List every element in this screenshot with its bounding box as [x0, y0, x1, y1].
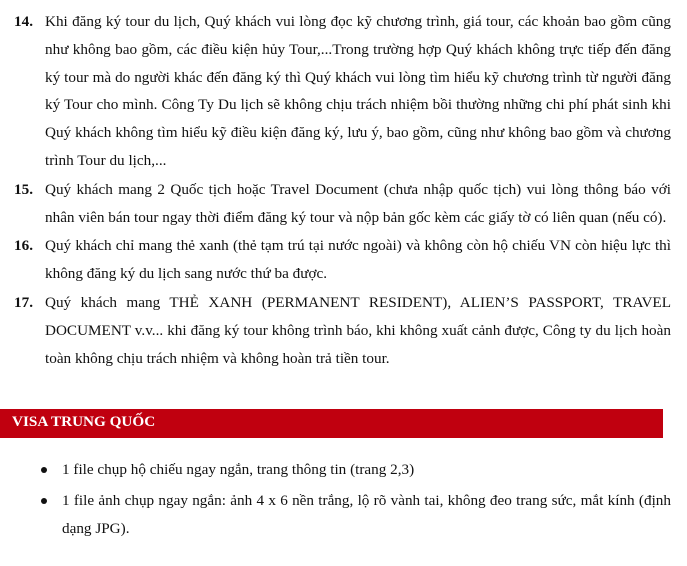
item-number: 14.	[14, 13, 33, 30]
item-number: 15.	[14, 180, 33, 198]
item-text: Quý khách mang THẺ XANH (PERMANENT RESIDENT), ALIEN’S PASSPORT, TRAVEL DOCUMENT v.v... khi đăng ký tour không trình báo, khi không xuất cảnh được, Công ty du lịch hoàn toàn không chịu trách nhiệm và không hoàn trả tiền tour.	[45, 293, 671, 367]
bullet-icon	[41, 467, 47, 473]
list-item	[0, 232, 687, 288]
list-item	[0, 487, 687, 543]
list-item	[0, 456, 687, 484]
list-item	[0, 289, 687, 372]
bullet-icon	[41, 498, 47, 504]
bullet-text: 1 file chụp hộ chiếu ngay ngắn, trang thông tin (trang 2,3)	[62, 461, 415, 478]
item-number: 16.	[14, 237, 33, 255]
terms-list	[0, 8, 687, 373]
bullet-text: 1 file ảnh chụp ngay ngắn: ảnh 4 x 6 nền trắng, lộ rõ vành tai, không đeo trang sức, mắt kính (định dạng JPG).	[62, 492, 671, 537]
list-item	[0, 8, 687, 175]
section-title: VISA TRUNG QUỐC	[12, 413, 156, 430]
section-header-bar	[0, 409, 663, 438]
item-text: Quý khách mang 2 Quốc tịch hoặc Travel Document (chưa nhập quốc tịch) vui lòng thông báo với nhân viên bán tour ngay thời điểm đăng ký tour và nộp bản gốc kèm các giấy tờ có liên quan (nếu có).	[45, 180, 671, 226]
item-number: 17.	[14, 293, 33, 311]
item-text: Quý khách chỉ mang thẻ xanh (thẻ tạm trú tại nước ngoài) và không còn hộ chiếu VN còn hiệu lực thì không đăng ký du lịch sang nước thứ ba được.	[45, 237, 671, 283]
item-text: Khi đăng ký tour du lịch, Quý khách vui lòng đọc kỹ chương trình, giá tour, các khoản bao gồm cũng như không bao gồm, các điều kiện hủy Tour,...Trong trường hợp Quý khách không trực tiếp đến đăng ký tour mà do người khác đến đăng ký thì Quý khách vui lòng tìm hiểu kỹ chương trình từ người đăng ký Tour cho mình. Công Ty Du lịch sẽ không chịu trách nhiệm bồi thường những chi phí phát sinh khi Quý khách không tìm hiểu kỹ điều kiện đăng ký, lưu ý, bao gồm, cũng như không bao gồm và chương trình Tour du lịch,...	[45, 13, 671, 169]
list-item	[0, 176, 687, 232]
visa-requirements-list	[0, 456, 687, 546]
